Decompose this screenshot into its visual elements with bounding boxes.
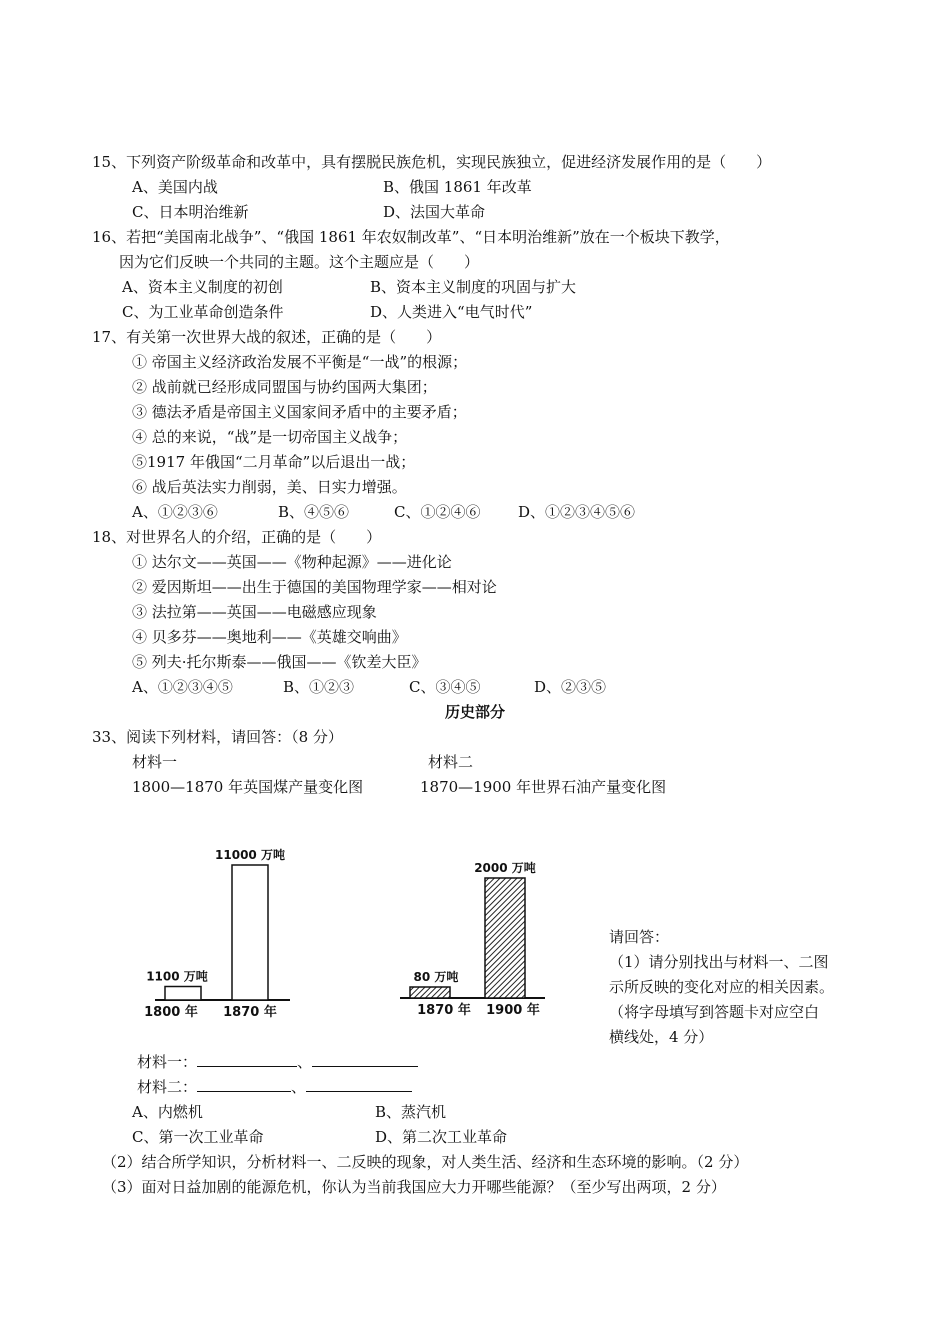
q15-option-c: C、日本明治维新 xyxy=(132,203,249,221)
q33-side-line-3: 示所反映的变化对应的相关因素。 xyxy=(609,978,835,996)
q15-option-d: D、法国大革命 xyxy=(383,203,486,221)
q33-side-line-1: 请回答： xyxy=(609,928,670,946)
bar-2 xyxy=(485,878,525,998)
q17-option-d: D、①②③④⑤⑥ xyxy=(518,503,636,521)
q16-stem-line2: 因为它们反映一个共同的主题。这个主题应是（ ） xyxy=(119,253,480,271)
q33-sub-question-3: （3）面对日益加剧的能源危机，你认为当前我国应大力开哪些能源？（至少写出两项，2 分） xyxy=(102,1178,726,1196)
q16-option-a: A、资本主义制度的初创 xyxy=(122,278,283,296)
q16-stem-line1: 16、若把“美国南北战争”、“俄国 1861 年农奴制改革”、“日本明治维新”放在一个板块下教学， xyxy=(92,228,730,246)
q17-item-1: ① 帝国主义经济政治发展不平衡是“一战”的根源； xyxy=(132,353,468,371)
material-1-title: 1800—1870 年英国煤产量变化图 xyxy=(132,778,364,796)
q33-side-line-2: （1）请分别找出与材料一、二图 xyxy=(609,953,829,971)
q17-stem: 17、有关第一次世界大战的叙述，正确的是（ ） xyxy=(92,328,442,346)
q18-item-1: ① 达尔文——英国——《物种起源》——进化论 xyxy=(132,553,452,571)
q18-stem: 18、对世界名人的介绍，正确的是（ ） xyxy=(92,528,382,546)
tick-label-1: 1800 年 xyxy=(144,1005,198,1020)
bar-2 xyxy=(232,865,268,1000)
q33-option-d: D、第二次工业革命 xyxy=(375,1128,508,1146)
coal-production-chart xyxy=(140,845,310,1025)
answer-separator: 、 xyxy=(291,1078,307,1096)
q17-option-c: C、①②④⑥ xyxy=(394,503,481,521)
material-2-label: 材料二 xyxy=(428,753,474,771)
q33-side-line-5: 横线处，4 分） xyxy=(609,1028,714,1046)
material-1-label: 材料一 xyxy=(132,753,178,771)
oil-production-chart xyxy=(395,858,565,1026)
q18-item-3: ③ 法拉第——英国——电磁感应现象 xyxy=(132,603,377,621)
material-1-blank-2[interactable] xyxy=(312,1052,418,1067)
q33-option-b: B、蒸汽机 xyxy=(375,1103,447,1121)
q15-option-b: B、俄国 1861 年改革 xyxy=(383,178,532,196)
bar-1 xyxy=(165,987,201,1001)
material-2-blank-1[interactable] xyxy=(197,1077,291,1092)
material-1-answer-row xyxy=(137,1052,418,1072)
value-label-1: 1100 万吨 xyxy=(146,969,208,984)
q17-item-4: ④ 总的来说，“战”是一切帝国主义战争； xyxy=(132,428,408,446)
value-label-2: 2000 万吨 xyxy=(474,861,536,875)
q16-option-c: C、为工业革命创造条件 xyxy=(122,303,284,321)
q17-item-6: ⑥ 战后英法实力削弱，美、日实力增强。 xyxy=(132,478,407,496)
q33-side-line-4: （将字母填写到答题卡对应空白 xyxy=(609,1003,820,1021)
material-2-answer-label: 材料二： xyxy=(137,1078,198,1096)
q18-option-c: C、③④⑤ xyxy=(409,678,481,696)
q18-item-2: ② 爱因斯坦——出生于德国的美国物理学家——相对论 xyxy=(132,578,497,596)
q17-option-a: A、①②③⑥ xyxy=(132,503,218,521)
q15-option-a: A、美国内战 xyxy=(132,178,218,196)
section-title: 历史部分 xyxy=(444,703,505,721)
q18-item-4: ④ 贝多芬——奥地利——《英雄交响曲》 xyxy=(132,628,407,646)
q33-option-c: C、第一次工业革命 xyxy=(132,1128,264,1146)
tick-label-2: 1900 年 xyxy=(486,1003,540,1018)
q18-option-a: A、①②③④⑤ xyxy=(132,678,233,696)
q17-item-3: ③ 德法矛盾是帝国主义国家间矛盾中的主要矛盾； xyxy=(132,403,467,421)
answer-separator: 、 xyxy=(297,1053,313,1071)
q18-option-b: B、①②③ xyxy=(283,678,355,696)
q18-item-5: ⑤ 列夫·托尔斯泰——俄国——《钦差大臣》 xyxy=(132,653,427,671)
bar-1 xyxy=(410,987,450,998)
tick-label-2: 1870 年 xyxy=(223,1005,277,1020)
q18-option-d: D、②③⑤ xyxy=(534,678,607,696)
q16-option-b: B、资本主义制度的巩固与扩大 xyxy=(370,278,577,296)
q17-item-2: ② 战前就已经形成同盟国与协约国两大集团； xyxy=(132,378,437,396)
value-label-1: 80 万吨 xyxy=(413,970,459,984)
q16-option-d: D、人类进入“电气时代” xyxy=(370,303,533,321)
value-label-2: 11000 万吨 xyxy=(215,848,285,862)
material-1-answer-label: 材料一： xyxy=(137,1053,198,1071)
q33-sub-question-2: （2）结合所学知识，分析材料一、二反映的现象，对人类生活、经济和生态环境的影响。（2 分） xyxy=(102,1153,749,1171)
q17-option-b: B、④⑤⑥ xyxy=(278,503,350,521)
material-1-blank-1[interactable] xyxy=(197,1052,297,1067)
q33-stem: 33、阅读下列材料，请回答：（8 分） xyxy=(92,728,343,746)
tick-label-1: 1870 年 xyxy=(417,1003,471,1018)
material-2-blank-2[interactable] xyxy=(306,1077,412,1092)
q15-stem: 15、下列资产阶级革命和改革中，具有摆脱民族危机，实现民族独立，促进经济发展作用的是（ ） xyxy=(92,153,772,171)
material-2-title: 1870—1900 年世界石油产量变化图 xyxy=(420,778,667,796)
q17-item-5: ⑤1917 年俄国“二月革命”以后退出一战； xyxy=(132,453,416,471)
material-2-answer-row xyxy=(137,1077,412,1097)
q33-option-a: A、内燃机 xyxy=(132,1103,203,1121)
